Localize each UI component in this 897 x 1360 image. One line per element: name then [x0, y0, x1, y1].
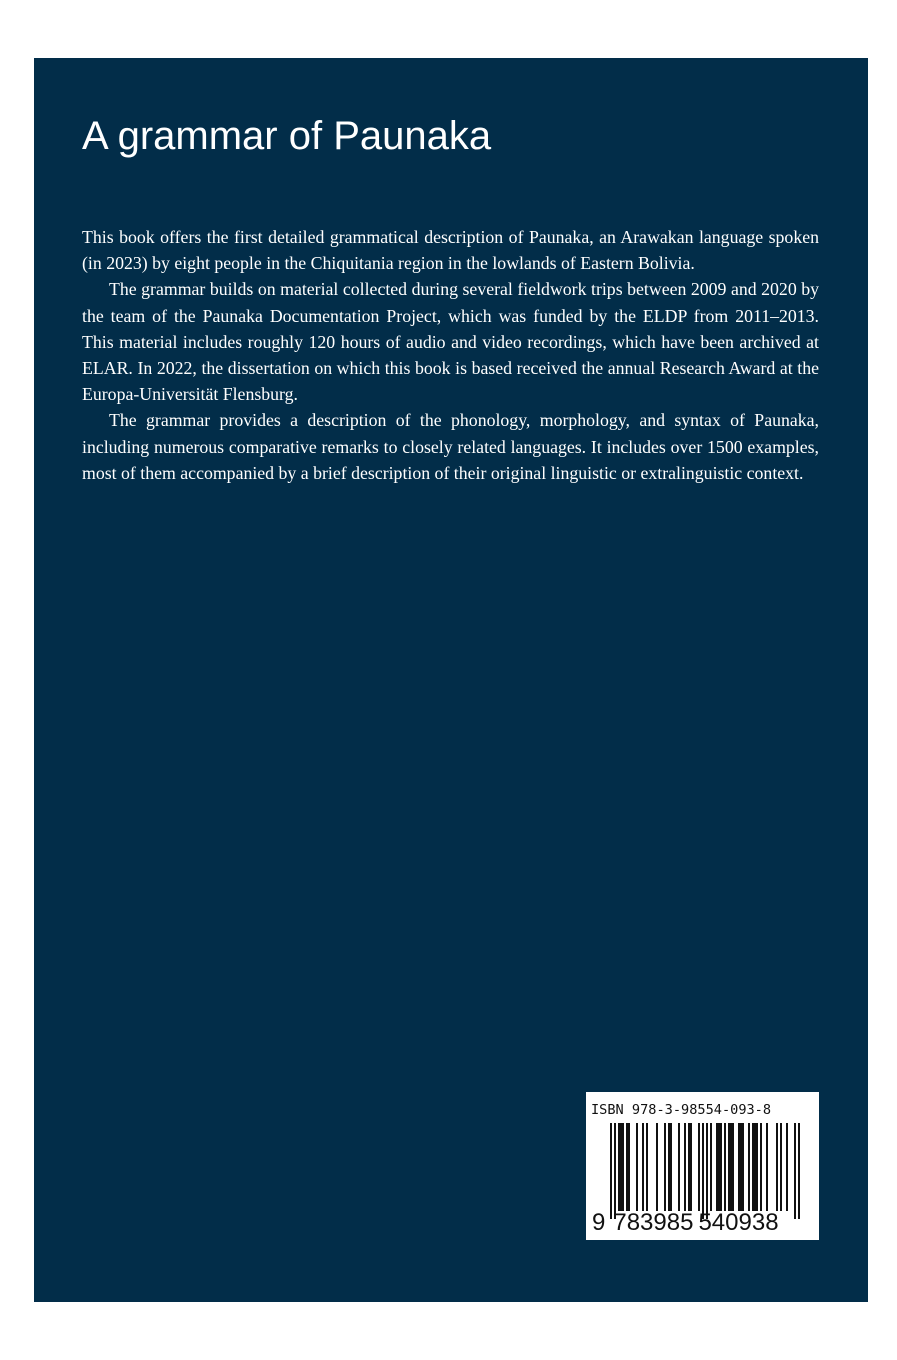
barcode-bar	[716, 1123, 718, 1211]
barcode-bar	[702, 1123, 704, 1219]
barcode-bar	[620, 1123, 622, 1211]
barcode-bar	[626, 1123, 628, 1211]
barcode-bar	[656, 1123, 658, 1211]
barcode-bar	[668, 1123, 670, 1211]
barcode-bar	[636, 1123, 638, 1211]
barcode-bar	[766, 1123, 768, 1211]
barcode-bar	[738, 1123, 740, 1211]
barcode-bar	[752, 1123, 754, 1211]
barcode-bar	[642, 1123, 644, 1211]
barcode-bar	[678, 1123, 680, 1211]
barcode-bar	[776, 1123, 778, 1211]
barcode-bar	[798, 1123, 800, 1219]
blurb-text	[82, 224, 819, 486]
book-title: A grammar of Paunaka	[82, 114, 492, 158]
barcode-bar	[748, 1123, 750, 1211]
barcode-bar	[754, 1123, 756, 1211]
blurb-paragraph: The grammar builds on material collected during several fieldwork trips between 2009 and 2020 by the team of the Paunaka Documentation Project, which was funded by the ELDP from 2011–2013. This material includes roughly 120 hours of audio and video recordings, which have been archived at ELAR. In 2022, the dissertation on which this book is based received the annual Research Award at the Europa-Universität Flensburg.	[82, 279, 819, 405]
barcode-bar	[730, 1123, 732, 1211]
barcode-bar	[742, 1123, 744, 1211]
barcode-bar	[740, 1123, 742, 1211]
barcode-bar	[646, 1123, 648, 1211]
barcode-digit-group-1: 783985	[613, 1209, 694, 1236]
barcode-bar	[670, 1123, 672, 1211]
barcode-bar	[710, 1123, 712, 1211]
blurb-paragraph: The grammar provides a description of the phonology, morphology, and syntax of Paunaka, including numerous comparative remarks to closely related languages. It includes over 1500 examples, most of them accompanied by a brief description of their original linguistic or extralinguistic context.	[82, 410, 819, 483]
barcode-digit-group-2: 540938	[698, 1209, 779, 1236]
blurb-paragraph: This book offers the first detailed grammatical description of Paunaka, an Arawakan language spoken (in 2023) by eight people in the Chiquitania region in the lowlands of Eastern Bolivia.	[82, 227, 819, 274]
barcode-bar	[732, 1123, 734, 1211]
barcode-bar	[664, 1123, 666, 1211]
barcode-bar	[610, 1123, 612, 1219]
barcode-digits	[592, 1210, 779, 1236]
isbn-label: ISBN 978-3-98554-093-8	[591, 1102, 772, 1118]
barcode-bar	[720, 1123, 722, 1211]
back-cover	[34, 58, 868, 1302]
barcode-bar	[688, 1123, 690, 1211]
barcode-bar	[684, 1123, 686, 1211]
barcode-bar	[614, 1123, 616, 1219]
barcode-lead-digit: 9	[592, 1209, 606, 1236]
barcode-bar	[794, 1123, 796, 1219]
barcode-bar	[622, 1123, 624, 1211]
barcode-bar	[728, 1123, 730, 1211]
barcode-bar	[618, 1123, 620, 1211]
isbn-barcode	[586, 1092, 819, 1240]
barcode-bar	[786, 1123, 788, 1211]
barcode-bar	[756, 1123, 758, 1211]
barcode-bar	[698, 1123, 700, 1211]
barcode-bar	[628, 1123, 630, 1211]
barcode-bar	[690, 1123, 692, 1211]
barcode-bar	[706, 1123, 708, 1219]
barcode-bar	[718, 1123, 720, 1211]
barcode-bar	[724, 1123, 726, 1211]
barcode-bar	[760, 1123, 762, 1211]
barcode-bar	[780, 1123, 782, 1211]
